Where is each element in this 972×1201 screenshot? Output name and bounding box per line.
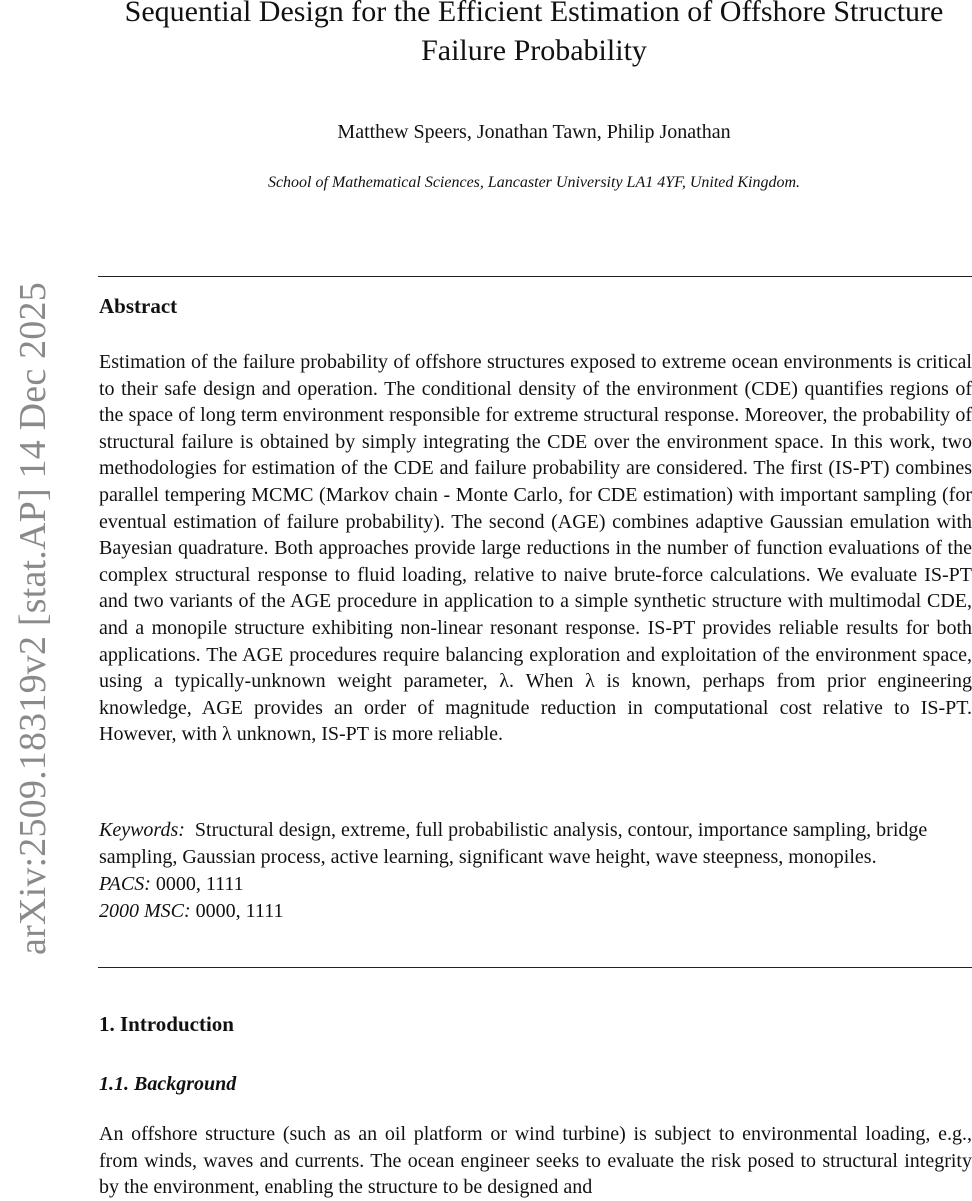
pacs-label: PACS: [99, 873, 151, 895]
keywords-text: Structural design, extreme, full probabilistic analysis, contour, importance sampling, bridge sampling, Gaussian process, active learning, significant wave height, wave steepness, monopiles. [99, 819, 928, 868]
abstract-heading: Abstract [99, 294, 178, 318]
keywords-label: Keywords: [99, 819, 185, 841]
affiliation: School of Mathematical Sciences, Lancaster University LA1 4YF, United Kingdom. [267, 174, 801, 191]
bottom-rule [98, 967, 972, 968]
section-body: An offshore structure (such as an oil platform or wind turbine) is subject to environmental loading, e.g., from winds, waves and currents. The ocean engineer seeks to evaluate the risk posed to structural integrity by the environment, enabling the structure to be designed and [99, 1123, 972, 1199]
keywords-block [99, 817, 972, 925]
section-heading: 1. Introduction [99, 1012, 234, 1036]
subsection-heading: 1.1. Background [99, 1073, 237, 1095]
pacs-text: 0000, 1111 [155, 873, 244, 895]
msc-text: 0000, 1111 [195, 900, 284, 922]
abstract-body: Estimation of the failure probability of offshore structures exposed to extreme ocean environments is critical to their safe design and operation. The conditional density of the environment (CDE) quantifies regions of the space of long term environment responsible for extreme structural response. Moreover, the probability of structural failure is obtained by simply integrating the CDE over the environment space. In this work, two methodologies for estimation of the CDE and failure probability are considered. The first (IS-PT) combines parallel tempering MCMC (Markov chain - Monte Carlo, for CDE estimation) with important sampling (for eventual estimation of failure probability). The second (AGE) combines adaptive Gaussian emulation with Bayesian quadrature. Both approaches provide large reductions in the number of function evaluations of the complex structural response to fluid loading, relative to naive brute-force calculations. We evaluate IS-PT and two variants of the AGE procedure in application to a simple synthetic structure with multimodal CDE, and a monopile structure exhibiting non-linear resonant response. IS-PT provides reliable results for both applications. The AGE procedures require balancing exploration and exploitation of the environment space, using a typically-unknown weight parameter, λ. When λ is known, perhaps from prior engineering knowledge, AGE provides an order of magnitude reduction in computational cost relative to IS-PT. However, with λ unknown, IS-PT is more reliable. [99, 351, 972, 746]
paper-title: Sequential Design for the Efficient Estimation of Offshore Structure Failure Probability [124, 0, 944, 67]
author-list: Matthew Speers, Jonathan Tawn, Philip Jonathan [337, 121, 731, 143]
top-rule [98, 276, 972, 277]
msc-label: 2000 MSC: [99, 900, 191, 922]
arxiv-side-stamp: arXiv:2509.18319v2 [stat.AP] 14 Dec 2025 [12, 282, 54, 955]
